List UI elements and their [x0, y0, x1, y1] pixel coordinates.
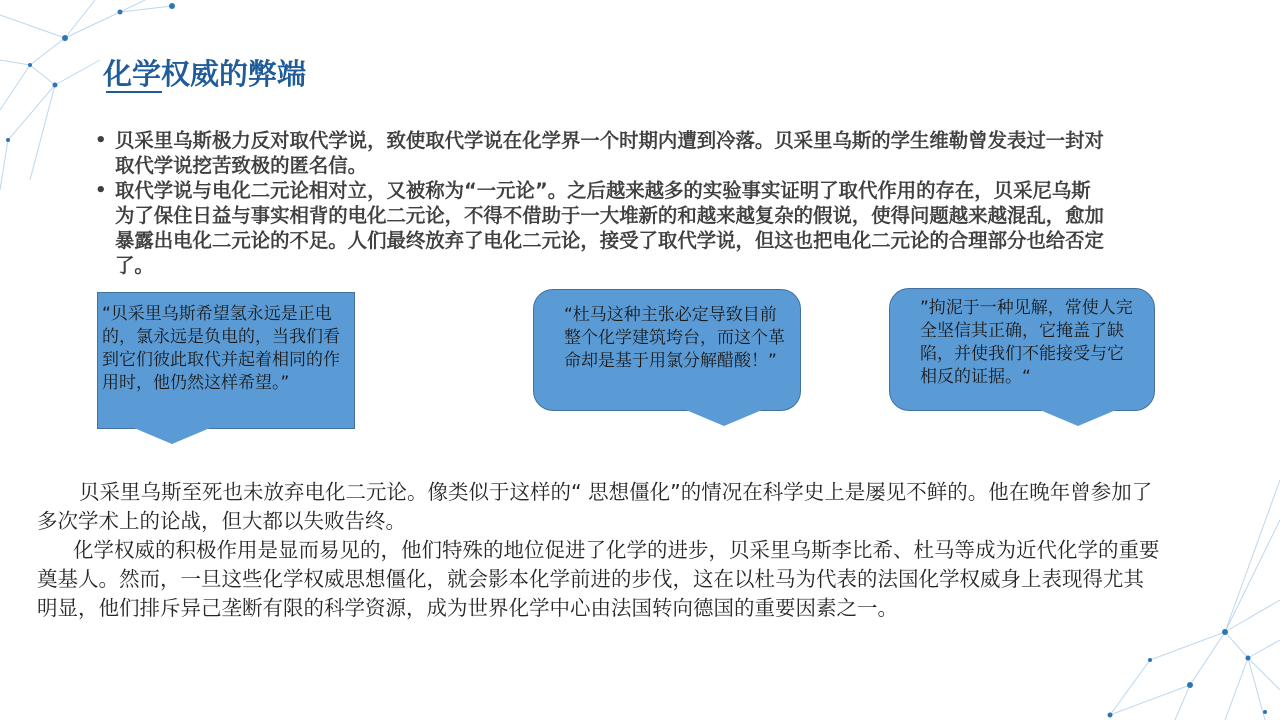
- bullet-dot: •: [95, 180, 107, 201]
- bullet-item: [95, 128, 1105, 178]
- slide-title: 化学权威的弊端: [103, 57, 307, 91]
- callout-tail: [686, 410, 762, 426]
- quote-callout-dogma: [889, 288, 1155, 411]
- quote-text: ”拘泥于一种见解，常使人完全坚信其正确，它掩盖了缺陷，并使我们不能接受与它相反的证据。“: [920, 298, 1133, 387]
- bullet-dot: •: [95, 130, 107, 151]
- body-text: [37, 478, 1162, 623]
- body-paragraph: 化学权威的积极作用是显而易见的，他们特殊的地位促进了化学的进步，贝采里乌斯李比希、杜马等成为近代化学的重要奠基人。然而，一旦这些化学权威思想僵化，就会影本化学前进的步伐，这在以杜马为代表的法国化学权威身上表现得尤其明显，他们排斥异己垄断有限的科学资源，成为世界化学中心由法国转向德国的重要因素之一。: [37, 538, 1160, 620]
- bullet-list: [95, 128, 1105, 278]
- callout-tail: [134, 428, 210, 444]
- bullet-text: 取代学说与电化二元论相对立，又被称为“一元论”。之后越来越多的实验事实证明了取代作用的存在，贝采尼乌斯为了保住日益与事实相背的电化二元论，不得不借助于一大堆新的和越来越复杂的假说，使得问题越来越混乱，愈加暴露出电化二元论的不足。人们最终放弃了电化二元论，接受了取代学说，但这也把电化二元论的合理部分也给否定了。: [115, 179, 1104, 277]
- body-paragraph: 贝采里乌斯至死也未放弃电化二元论。像类似于这样的“ 思想僵化”的情况在科学史上是屡见不鲜的。他在晚年曾参加了多次学术上的论战，但大都以失败告终。: [37, 480, 1153, 533]
- title-underline: [106, 91, 162, 93]
- callout-tail: [1040, 410, 1116, 426]
- quote-callout-dumas: [533, 289, 801, 411]
- bullet-text: 贝采里乌斯极力反对取代学说，致使取代学说在化学界一个时期内遭到冷落。贝采里乌斯的学生维勒曾发表过一封对取代学说挖苦致极的匿名信。: [115, 129, 1104, 177]
- quote-text: “贝采里乌斯希望氢永远是正电的，氯永远是负电的，当我们看到它们彼此取代并起着相同的作用时，他仍然这样希望。”: [102, 304, 340, 393]
- quote-callout-berzelius: [97, 292, 355, 429]
- quote-text: “杜马这种主张必定导致目前整个化学建筑垮台，而这个革命却是基于用氯分解醋酸！”: [564, 305, 785, 371]
- bullet-item: [95, 178, 1105, 278]
